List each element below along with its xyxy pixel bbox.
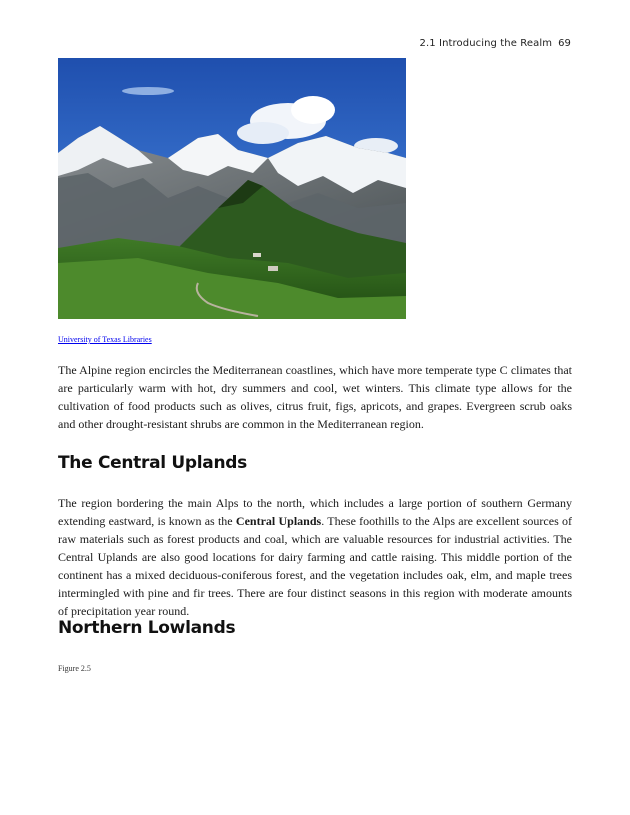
paragraph-text-before: The region bordering the main Alps to the north, which includes a large portion of southern Germany extending eastward, is known as the — [58, 496, 572, 528]
paragraph-central-uplands — [58, 494, 572, 620]
alps-photo — [58, 58, 406, 319]
paragraph-text-after: . These foothills to the Alps are excellent sources of raw materials such as forest products and coal, which are valuable resources for industrial activities. The Central Uplands are also good locations for dairy farming and cattle raising. This middle portion of the continent has a mixed deciduous-coniferous forest, and the vegetation includes oak, elm, and maple trees intermingled with pine and fir trees. There are four distinct seasons in this region with moderate amounts of precipitation year round. — [58, 514, 572, 618]
page-number: 69 — [558, 38, 571, 49]
figure-label: Figure 2.5 — [58, 664, 91, 673]
image-credit-link[interactable]: University of Texas Libraries — [58, 335, 152, 344]
paragraph-mediterranean: The Alpine region encircles the Mediterranean coastlines, which have more temperate type C climates that are particularly warm with hot, dry summers and cool, wet winters. This climate type allows for the cultivation of food products such as olives, citrus fruit, figs, apricots, and grapes. Evergreen scrub oaks and other drought-resistant shrubs are common in the Mediterranean region. — [58, 363, 572, 431]
heading-central-uplands: The Central Uplands — [58, 453, 247, 473]
section-title: 2.1 Introducing the Realm — [419, 38, 553, 49]
heading-northern-lowlands: Northern Lowlands — [58, 618, 236, 638]
bold-term: Central Uplands — [235, 514, 322, 528]
running-header — [420, 38, 571, 49]
